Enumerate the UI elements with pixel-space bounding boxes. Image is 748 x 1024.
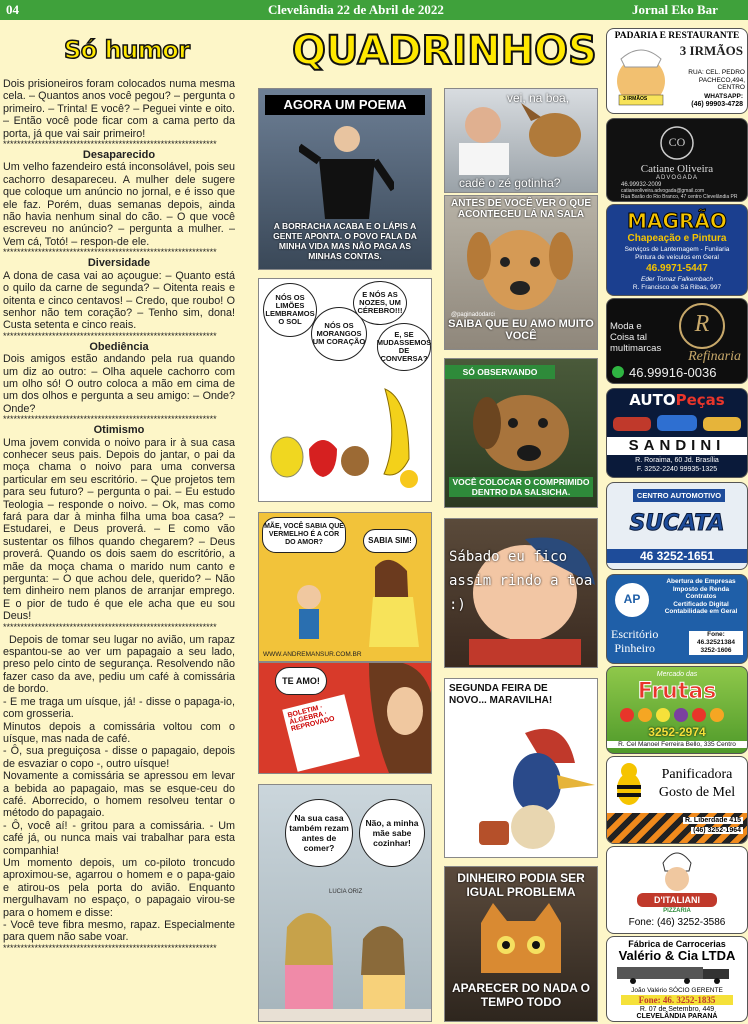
ad-brand (611, 627, 658, 655)
ad-logo-letters: AP (623, 592, 641, 606)
man-dog-figure (445, 95, 597, 175)
dog-face (465, 222, 575, 312)
bee-icon (611, 761, 647, 811)
poem-caption: A BORRACHA ACABA E O LÁPIS A GENTE APONTA. O POVO FALA DA MINHA VIDA MAS NÃO PAGA AS MINHAS CONTAS. (273, 221, 417, 261)
ad-person: João Valério SÓCIO GERENTE (631, 987, 723, 994)
ad-brand: 3 IRMÃOS (679, 43, 743, 58)
ad-address: R. Francisco de Sá Ribas, 997 (632, 284, 722, 291)
ad-whatsapp-label: WHATSAPP: (704, 93, 743, 100)
joke-text: Um velho fazendeiro está inconsolável, pois seu cachorro desapareceu. A mulher dele sugere que coloque um anúncio no jornal, e é isso que ele faz. Porém, duas semanas depois, ainda não havia nenhum sinal do cão. – O que você escreveu no anúncio? – pergunta a mulher. – Vem cá, Totó! – respon-de ele. (3, 161, 235, 248)
ad-brand: SUCATA (629, 511, 725, 536)
ad-address: RUA: CEL. PEDRO PACHECO,494, CENTRO (688, 69, 745, 91)
joke-text: - Você teve fibra mesmo, rapaz. Especialmente para quem não sabe voar. (3, 919, 235, 944)
comic-fruits (258, 278, 432, 502)
joke-text: A dona de casa vai ao açougue: – Quanto está o quilo da carne de segunda? – Oitenta reais e oitenta e cinco centavos! – Credo, que roubo! O senhor não tem coração? – Tenho sim, dona! Custa setenta e cinco reais. (3, 269, 235, 332)
ad-city: CLEVELÂNDIA PARANÁ (636, 1013, 718, 1020)
comic-dog-watching (444, 358, 598, 508)
dog-caption-top: vei, na boa, (507, 91, 570, 105)
separator: ************************************************************* (3, 622, 217, 632)
ad-brand-line: Escritório (611, 627, 659, 641)
jokes-column (3, 78, 235, 953)
ad-address: R. 07 de Setembro, 449 (639, 1006, 715, 1013)
ad-service: Contabilidade em Geral (664, 608, 738, 615)
speech-bubble: E NÓS AS NOZES, UM CÉREBRO!!! (353, 281, 407, 325)
monday-caption: SEGUNDA FEIRA DE NOVO... MARAVILHA! (449, 683, 553, 706)
separator: ************************************************************* (3, 248, 217, 258)
ad-brand: Frutas (637, 679, 717, 704)
fruit-characters (259, 379, 431, 499)
section-title-humor: Só humor (64, 36, 190, 64)
ad-line: Coisa tal (610, 332, 647, 343)
ad-phone: (46) 3252-1964 (693, 827, 741, 834)
ad-escritorio-pinheiro (606, 574, 748, 664)
joke-text: Um momento depois, um co-piloto troncudo aproximou-se, agarrou o homem e o papa-gaio e atirou-os pela porta do avião. Enquanto mergulhavam no espaço, o papagaio virou-se para o homem e disse: (3, 856, 235, 919)
truck-icon (617, 965, 737, 985)
joke-text: Dois prisioneiros foram colocados numa mesma cela. – Quantos anos você pegou? – pergunta o primeiro. – Trinta! E você? – Peguei vinte e oito. – Então você pode ficar com a cama perto da porta, já que vai sair primeiro! (3, 78, 235, 140)
ad-sandini (606, 388, 748, 478)
comic-laughing-baby (444, 518, 598, 668)
joke-text: - Ô, você aí! - gritou para a comissária. - Um café já, ou nunca mais vai trabalhar para esta companhia! (3, 819, 235, 857)
ad-service: Contratos (685, 593, 717, 600)
ad-phone: Fone: (46) 3252-3586 (628, 917, 726, 928)
ad-service: Serviços de Lanternagem - Funilaria (624, 246, 730, 253)
comic-report-card (258, 662, 432, 774)
dog-caption-bottom: SAIBA QUE EU AMO MUITO VOCÊ (448, 318, 594, 342)
ad-service: Abertura de Empresas (666, 578, 736, 585)
ad-address: R. Liberdade 415 (684, 817, 741, 824)
ad-valerio-carrocerias (606, 936, 748, 1022)
ad-phone-label: Fone: (707, 631, 725, 638)
speech-bubble: NÓS OS LIMÕES LEMBRAMOS O SOL (263, 283, 317, 337)
ad-service: Certificado Digital (673, 600, 729, 608)
ad-phone: 3252-1606 (700, 647, 732, 654)
ad-owner: Eder Tomaz Falkembach (640, 276, 713, 283)
artist-site: WWW.ANDREMANSUR.COM.BR (263, 651, 362, 658)
separator: ************************************************************* (3, 140, 217, 150)
comic-dog-love (444, 195, 598, 350)
joke-text: - Ô, sua preguiçosa - disse o papagaio, depois de esvaziar o copo -, outro uísque! (3, 745, 235, 770)
ad-refinaria (606, 298, 748, 384)
ad-phone: 46.9971-5447 (646, 263, 708, 274)
section-title-comics: QUADRINHOS (292, 28, 597, 74)
ad-line: Mercado das (656, 671, 698, 678)
issue-date: Clevelândia 22 de Abril de 2022 (268, 2, 444, 17)
person-figure (299, 119, 394, 219)
ad-service: Pintura de veículos em Geral (635, 254, 719, 261)
separator: ************************************************************* (3, 331, 217, 341)
comic-cat-money (444, 866, 598, 1022)
ad-mercado-frutas (606, 666, 748, 754)
ad-phone: 46 3252-1651 (607, 549, 747, 563)
ad-email: catianeoliveira.advogada@gmail.com (621, 188, 705, 194)
ad-catiane-oliveira (606, 118, 748, 202)
ad-brand: Refinaria (688, 349, 741, 364)
ad-phone: (46) 99903-4728 (691, 101, 743, 108)
joke-title: Diversidade (87, 257, 151, 270)
separator: ************************************************************* (3, 943, 217, 953)
ad-line: Fábrica de Carrocerias (628, 939, 726, 949)
joke-title: Desaparecido (82, 149, 156, 162)
joke-text: - E me traga um uísque, já! - disse o papaga-io, com grosseria. (3, 695, 235, 721)
joke-text: Minutos depois a comissária voltou com o uísque, mas nada de café. (3, 720, 235, 745)
report-card: BOLETIM · ÁLGEBRA · REPROVADO (282, 694, 360, 772)
comic-dog-drops (444, 88, 598, 193)
ad-logo-letter: R (694, 311, 710, 337)
cat-caption-bottom: APARECER DO NADA O TEMPO TODO (451, 981, 590, 1009)
ad-line: Panificadora (661, 767, 733, 782)
ad-role: ADVOGADA (655, 175, 698, 181)
dog-caption-bottom: VOCÊ COLOCAR O COMPRIMIDO DENTRO DA SALSICHA. (449, 477, 593, 497)
separator: ************************************************************* (3, 415, 217, 425)
speech-bubble: TE AMO! (275, 667, 327, 695)
ad-logo-letters: CO (668, 135, 686, 149)
cars-icon (613, 409, 741, 435)
ad-brand: MAGRÃO (627, 209, 727, 233)
ad-subtitle: Chapeação e Pintura (627, 233, 727, 244)
speech-bubble: MÃE, VOCÊ SABIA QUE VERMELHO É A COR DO AMOR? (262, 517, 346, 553)
baby-caption: Sábado eu fico assim rindo a toa :) (449, 549, 593, 613)
comic-poem (258, 88, 432, 270)
dog-caption-top: ANTES DE VOCÊ VER O QUE ACONTECEU LÁ NA SALA (450, 198, 592, 220)
speech-bubble: E, SE MUDASSEMOS DE CONVERSA? (377, 323, 431, 371)
ad-gosto-de-mel (606, 756, 748, 844)
ad-brand: Gosto de Mel (658, 785, 736, 800)
comic-love (258, 512, 432, 662)
ad-brand: SANDINI (607, 437, 747, 455)
ad-brand: D'ITALIANI (637, 893, 717, 907)
speech-bubble: Não, a minha mãe sabe cozinhar! (359, 799, 425, 867)
ad-phone: 46.99916-0036 (629, 365, 717, 380)
ad-phone: 46.32521384 (697, 639, 735, 646)
ad-sucata (606, 482, 748, 570)
ad-address: Rua Barão do Rio Branco, 47 centro Clevelândia PR (621, 194, 738, 200)
ad-phone: Fone: 46. 3252-1835 (621, 995, 733, 1005)
comic-kids-cooking (258, 784, 432, 1022)
ad-phone: 46.99932-2009 (621, 182, 662, 188)
joke-text: Dois amigos estão andando pela rua quando um diz ao outro: – Olha aquele cachorro com um olho só! O outro coloca a mão em cima de um dos olhos e pergunta a seu amigo: – Onde? Onde? (3, 353, 235, 415)
joke-text: Depois de tomar seu lugar no avião, um rapaz espantou-se ao ver um papagaio a seu lado, preso pelo cinto de segurança. Resolvendo não fazer caso da ave, pediu um café à comissária de bordo. (3, 633, 235, 696)
ad-address: R. Cel Manoel Ferreira Bello, 335 Centro (607, 741, 747, 748)
ad-services (657, 578, 745, 616)
ad-name: Catiane Oliveira (640, 163, 714, 175)
speech-bubble: SABIA SIM! (363, 529, 417, 553)
children-figures (259, 905, 431, 1021)
paper-name: Jornal Eko Bar (632, 2, 718, 17)
ad-brand-part: AUTO (629, 391, 676, 409)
page-handle: @paginadodarci (451, 312, 495, 318)
ad-badge: 3 IRMÃOS (623, 96, 648, 102)
joke-text: Uma jovem convida o noivo para ir à sua casa conhecer seus pais. Depois do jantar, o pai da moça chama o noivo para uma conversa particular em seu escritório. – Que projetos tem para seu futuro? – pergunta o pai. – Eu estudo Teologia – responde o noivo. – Ok, mas como fará para dar à minha filha uma boa casa? – Estudarei, e Deus proverá. – E como vão sustentar os filhos quando chegarem? – Deus proverá. Quando os dois saem do escritório, a mãe da moça chama o marido num canto e pergunta: – O que achou dele, querido? – Não tem dinheiro nem planos de arranjar emprego. E o pior de tudo é que ele acha que eu sou Deus! (3, 436, 235, 623)
ad-ditaliani (606, 846, 748, 934)
ad-padaria-3-irmaos (606, 28, 748, 114)
ad-brand: Valério & Cia LTDA (618, 948, 736, 963)
dog-face (465, 383, 585, 475)
ad-brand-line: Pinheiro (614, 641, 655, 655)
photo-credit: LUCIA ORIZ (329, 889, 363, 895)
cat-face (471, 903, 571, 983)
ad-brand-part: Peças (675, 391, 725, 409)
joke-text: Novamente a comissária se apressou em levar a bebida ao papagaio, mas se esque-ceu do café. Aborrecido, o homem resolveu tentar o método do papagaio. (3, 770, 235, 820)
joke-title: Obediência (89, 340, 149, 353)
mother-figure (359, 663, 431, 773)
ad-subtitle: PIZZARIA (663, 908, 691, 914)
fruits-icon (617, 707, 737, 723)
ad-line: CENTRO AUTOMOTIVO (633, 489, 725, 502)
ad-line: multimarcas (610, 343, 662, 354)
ad-service: Imposto de Renda (672, 585, 730, 593)
ad-magrao (606, 204, 748, 296)
ad-phone-box (689, 631, 743, 655)
ad-address: R. Roraima, 60 Jd. Brasília (635, 457, 719, 464)
page-number: 04 (6, 2, 19, 17)
ad-phone: F. 3252-2240 99935-1325 (636, 466, 718, 473)
dog-caption-top: SÓ OBSERVANDO (445, 365, 555, 379)
ad-line: Moda e (610, 321, 642, 332)
ad-phone: 3252-2974 (648, 725, 706, 739)
chef-icon (653, 849, 701, 895)
ad-line: PADARIA E RESTAURANTE (614, 31, 740, 41)
comic-monday-bird (444, 678, 598, 858)
mother-child-figure (279, 557, 429, 647)
page-header (0, 0, 748, 20)
speech-bubble: NÓS OS MORANGOS UM CORAÇÃO (311, 307, 367, 361)
dog-caption-bottom: cadê o zé gotinha? (459, 176, 561, 190)
cat-caption-top: DINHEIRO PODIA SER IGUAL PROBLEMA (457, 871, 585, 899)
speech-bubble: Na sua casa também rezam antes de comer? (285, 799, 353, 867)
poem-heading: AGORA UM POEMA (265, 95, 425, 115)
woodpecker-figure (465, 723, 595, 853)
whatsapp-icon (611, 365, 625, 379)
joke-title: Otimismo (93, 424, 145, 437)
